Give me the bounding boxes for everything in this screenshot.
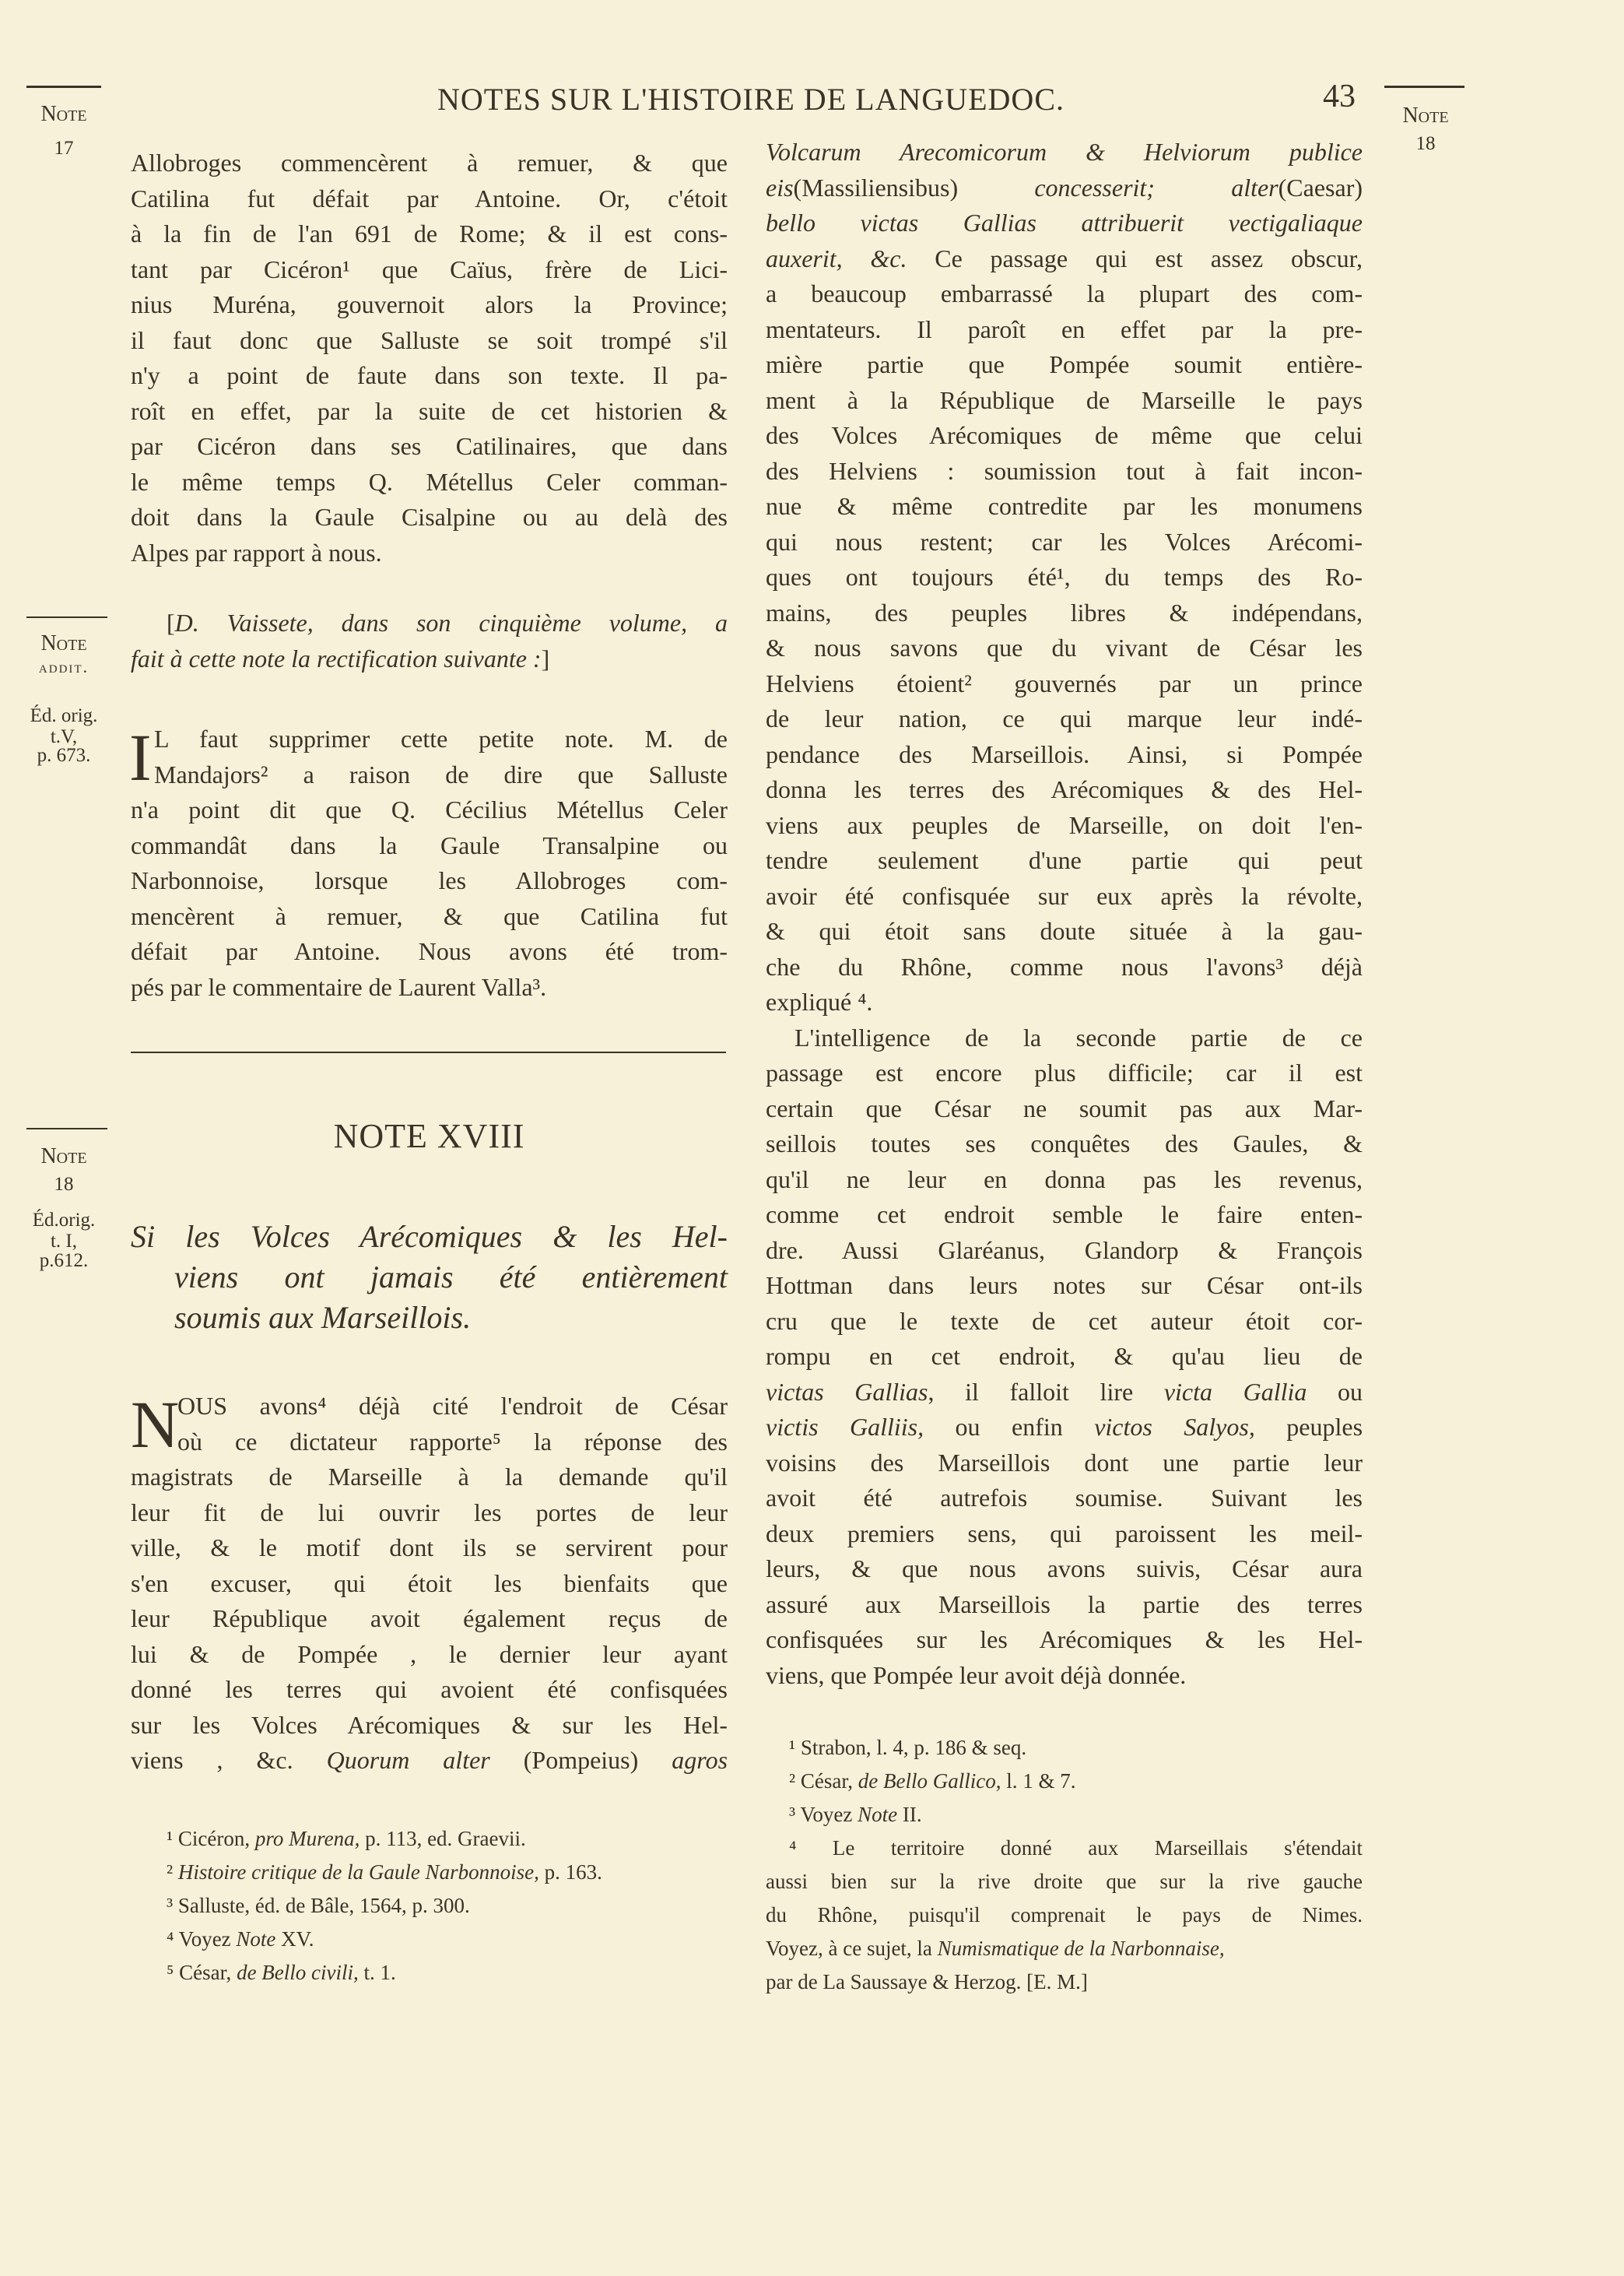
text: confisquées sur les Arécomiques & les Hel-: [766, 1625, 1363, 1653]
text: aussi bien sur la rive droite que sur la rive gauche: [766, 1870, 1363, 1893]
text: qui nous restent; car les Volces Arécomi-: [766, 527, 1363, 556]
text-line: [131, 1257, 728, 1298]
text: où ce dictateur rapporte⁵ la réponse des: [177, 1427, 728, 1456]
text: ]: [541, 644, 550, 673]
text-line: [766, 1965, 1363, 1999]
left-footnotes: [167, 1822, 727, 1990]
text: Voyez, à ce sujet, la: [766, 1937, 938, 1960]
text-line: [766, 312, 1363, 348]
text-line: [131, 899, 728, 935]
text-line: [766, 1339, 1363, 1375]
editor-bracket-note: [131, 606, 728, 676]
text-line: [766, 1898, 1363, 1932]
text: deux premiers sens, qui paroissent les meil-: [766, 1519, 1363, 1547]
text-line: [131, 722, 728, 757]
text: Catilina fut défait par Antoine. Or, c'étoit: [131, 184, 728, 212]
text-line: [766, 1410, 1363, 1445]
text: XV.: [275, 1927, 314, 1951]
italic-text: Note: [858, 1803, 898, 1826]
text: défait par Antoine. Nous avons été trom-: [131, 937, 728, 965]
text: assuré aux Marseillois la partie des terres: [766, 1589, 1363, 1618]
italic-text: victas Gallias: [766, 1377, 928, 1406]
text-line: [766, 1731, 1363, 1765]
text-line: [766, 1551, 1363, 1587]
text: & nous savons que du vivant de César les: [766, 634, 1363, 662]
text: ou enfin: [924, 1413, 1095, 1441]
text-line: [766, 737, 1363, 773]
text: a beaucoup embarrassé la plupart des com-: [766, 279, 1363, 307]
text-line: [766, 666, 1363, 702]
text-line: [766, 1832, 1363, 1865]
text-line: [131, 323, 728, 359]
text: L faut supprimer cette petite note. M. de: [154, 725, 728, 753]
text: roît en effet, par la suite de cet historien &: [131, 396, 728, 425]
text-line: [131, 1424, 728, 1460]
text-line: [131, 757, 728, 793]
section-divider: [131, 1052, 726, 1053]
margin-page: p. 673.: [37, 745, 91, 766]
text-line: [766, 1020, 1363, 1056]
margin-rule: [1384, 86, 1464, 88]
text: s'en excuser, qui étoit les bienfaits que: [131, 1568, 728, 1597]
text: mains, des peuples libres & indépendans,: [766, 598, 1363, 627]
text-line: [766, 418, 1363, 454]
margin-edition: Éd.orig.: [32, 1210, 96, 1231]
text: (Pompeius): [489, 1746, 672, 1774]
text-line: [766, 1091, 1363, 1127]
text-line: [131, 934, 728, 970]
text-line: [766, 383, 1363, 419]
italic-text: Volcarum Arecomicorum & Helviorum publice: [766, 138, 1363, 166]
text-line: [766, 1268, 1363, 1304]
margin-rule: [26, 86, 101, 88]
text-line: [766, 914, 1363, 950]
margin-note-addit: addit.: [38, 657, 89, 676]
right-column-text: [766, 135, 1363, 1693]
text: par de La Saussaye & Herzog. [E. M.]: [766, 1970, 1088, 1993]
italic-text: Si les Volces Arécomiques & les Hel-: [131, 1219, 728, 1254]
text-line: [766, 843, 1363, 879]
text: mière partie que Pompée soumit entière-: [766, 350, 1363, 378]
text-line: [766, 1516, 1363, 1552]
text-line: [766, 347, 1363, 383]
text: Allobroges commencèrent à remuer, & que: [131, 149, 728, 177]
note-title: [131, 1217, 728, 1338]
text-line: [131, 1459, 728, 1495]
text: magistrats de Marseille à la demande qu'il: [131, 1463, 728, 1491]
text-line: [766, 1765, 1363, 1798]
text-line: [766, 808, 1363, 844]
text: II.: [897, 1803, 922, 1826]
text-line: [766, 525, 1363, 560]
running-header: NOTES SUR L'HISTOIRE DE LANGUEDOC.: [437, 82, 1065, 117]
margin-edition: Éd. orig.: [30, 705, 98, 726]
text: qu'il ne leur en donna pas les revenus,: [766, 1164, 1363, 1193]
text: doit dans la Gaule Cisalpine ou au delà des: [131, 503, 728, 531]
text: commandât dans la Gaule Transalpine ou: [131, 831, 728, 859]
text-line: [766, 630, 1363, 666]
margin-volume: t.V,: [50, 726, 78, 747]
text: donna les terres des Arécomiques & des Hel-: [766, 775, 1363, 803]
italic-text: Numismatique de la Narbonnaise,: [937, 1937, 1225, 1960]
text: peuples: [1254, 1413, 1363, 1441]
italic-text: bello victas Gallias attribuerit vectigaliaque: [766, 209, 1363, 237]
text-line: [766, 276, 1363, 312]
text-line: [766, 701, 1363, 737]
text: de leur nation, ce qui marque leur indé-: [766, 704, 1363, 732]
text: t. 1.: [358, 1961, 396, 1984]
text: viens , &c.: [131, 1746, 327, 1774]
text: seillois toutes ses conquêtes des Gaules, &: [766, 1129, 1363, 1157]
text-line: [766, 170, 1363, 206]
text: leur fit de lui ouvrir les portes de leur: [131, 1498, 728, 1526]
italic-text: eis: [766, 173, 794, 202]
italic-text: de Bello civili,: [237, 1961, 359, 1984]
text-line: [131, 863, 728, 899]
text: lui & de Pompée , le dernier leur ayant: [131, 1639, 728, 1668]
italic-text: agros: [672, 1746, 728, 1774]
text: ²: [167, 1860, 178, 1884]
page-number: 43: [1323, 79, 1356, 114]
text: avoir été confisquée sur eux après la révolte,: [766, 881, 1363, 910]
text-line: [766, 1658, 1363, 1694]
text-line: [131, 536, 728, 571]
italic-text: auxerit, &c.: [766, 244, 907, 272]
text: (Massiliensibus): [793, 173, 1035, 202]
text-line: [131, 970, 728, 1006]
text: ³ Salluste, éd. de Bâle, 1564, p. 300.: [167, 1894, 470, 1917]
text: ⁴ Le territoire donné aux Marseillais s'étendait: [789, 1836, 1363, 1860]
text-line: [766, 595, 1363, 631]
text: certain que César ne soumit pas aux Mar-: [766, 1094, 1363, 1122]
text-line: [766, 1865, 1363, 1898]
italic-text: soumis aux Marseillois.: [174, 1300, 472, 1335]
text: L'intelligence de la seconde partie de ce: [794, 1023, 1363, 1052]
text: leurs, & que nous avons suivis, César aura: [766, 1554, 1363, 1582]
text: rompu en cet endroit, & qu'au lieu de: [766, 1342, 1363, 1370]
margin-page: p.612.: [39, 1250, 89, 1271]
addition-paragraph: [131, 722, 728, 1005]
italic-text: pro Murena,: [254, 1827, 360, 1850]
text-line: [131, 1601, 728, 1637]
text: p. 163.: [538, 1860, 602, 1884]
text-line: [167, 1956, 727, 1990]
margin-rule: [26, 616, 107, 618]
margin-note-number: 18: [54, 1174, 74, 1195]
text: ou: [1307, 1377, 1363, 1406]
text-line: [766, 205, 1363, 241]
text-line: [167, 1923, 727, 1956]
text: ⁴ Voyez: [167, 1927, 237, 1951]
text: à la fin de l'an 691 de Rome; & il est cons-: [131, 220, 728, 248]
text-line: [131, 641, 728, 677]
drop-cap: N: [131, 1387, 180, 1462]
text: avoit été autrefois soumise. Suivant les: [766, 1484, 1363, 1512]
text: ¹ Strabon, l. 4, p. 186 & seq.: [789, 1736, 1027, 1759]
text-line: [131, 1637, 728, 1673]
text: ment à la République de Marseille le pays: [766, 385, 1363, 414]
text: n'a point dit que Q. Cécilius Métellus Celer: [131, 796, 728, 824]
italic-text: D. Vaissete, dans son cinquième volume, a: [174, 609, 728, 637]
text: ville, & le motif dont ils se servirent pour: [131, 1533, 728, 1561]
text-line: [131, 1530, 728, 1566]
margin-note-label: Note: [1402, 104, 1449, 128]
text: tant par Cicéron¹ que Caïus, frère de Lici-: [131, 255, 728, 283]
italic-text: Quorum alter: [326, 1746, 490, 1774]
text: p. 113, ed. Graevii.: [360, 1827, 526, 1850]
text: par Cicéron dans ses Catilinaires, que dans: [131, 432, 728, 460]
margin-note-label: Note: [40, 1144, 87, 1168]
text: Narbonnoise, lorsque les Allobroges com-: [131, 866, 728, 894]
text-line: [766, 1197, 1363, 1233]
text: Alpes par rapport à nous.: [131, 538, 382, 567]
text-line: [766, 560, 1363, 595]
text-line: [131, 216, 728, 252]
text-line: [131, 252, 728, 288]
text-line: [131, 358, 728, 394]
italic-text: victis Galliis,: [766, 1413, 924, 1441]
text-line: [766, 1798, 1363, 1832]
text: sur les Volces Arécomiques & sur les Hel-: [131, 1710, 728, 1739]
italic-text: de Bello Gallico,: [858, 1769, 1001, 1793]
text: expliqué ⁴.: [766, 988, 873, 1016]
text-line: [131, 1672, 728, 1708]
text: Helviens étoient² gouvernés par un prince: [766, 669, 1363, 697]
italic-text: viens ont jamais été entièrement: [174, 1259, 728, 1294]
text-line: [766, 1932, 1363, 1965]
text-line: [131, 146, 728, 181]
text: cru que le texte de cet auteur étoit cor-: [766, 1306, 1363, 1335]
note-heading: NOTE XVIII: [333, 1117, 525, 1155]
text: il faut donc que Salluste se soit trompé s'il: [131, 325, 728, 354]
text: l. 1 & 7.: [1001, 1769, 1076, 1793]
text-line: [131, 1566, 728, 1602]
text-line: [131, 606, 728, 641]
text: ² César,: [789, 1769, 858, 1793]
text: voisins des Marseillois dont une partie leur: [766, 1448, 1363, 1477]
margin-volume: t. I,: [50, 1231, 78, 1252]
text-line: [766, 1304, 1363, 1340]
text-line: [131, 792, 728, 828]
text-line: [766, 1233, 1363, 1269]
italic-text: Histoire critique de la Gaule Narbonnoise,: [177, 1860, 539, 1884]
text-line: [766, 241, 1363, 277]
text: le même temps Q. Métellus Celer comman-: [131, 467, 728, 496]
text: nius Muréna, gouvernoit alors la Province;: [131, 290, 728, 318]
text: n'y a point de faute dans son texte. Il pa-: [131, 361, 728, 389]
text-line: [131, 500, 728, 536]
text-line: [131, 1708, 728, 1744]
italic-text: Note: [236, 1927, 276, 1951]
text: Hottman dans leurs notes sur César ont-ils: [766, 1271, 1363, 1299]
text: Mandajors² a raison de dire que Salluste: [154, 760, 728, 789]
text: mentateurs. Il paroît en effet par la pre-: [766, 314, 1363, 343]
text: pendance des Marseillois. Ainsi, si Pompée: [766, 739, 1363, 768]
text-line: [131, 394, 728, 430]
text: che du Rhône, comme nous l'avons³ déjà: [766, 952, 1363, 981]
text: des Volces Arécomiques de même que celui: [766, 421, 1363, 449]
text-line: [766, 1162, 1363, 1198]
text-line: [766, 489, 1363, 525]
text: pés par le commentaire de Laurent Valla³.: [131, 972, 547, 1001]
text: comme cet endroit semble le faire enten-: [766, 1200, 1363, 1228]
margin-note-number: 18: [1415, 133, 1436, 154]
text: [: [167, 609, 175, 637]
text: nue & même contredite par les monumens: [766, 492, 1363, 520]
text: ⁵ César,: [167, 1961, 237, 1984]
text: , il falloit lire: [928, 1377, 1164, 1406]
text: tendre seulement d'une partie qui peut: [766, 846, 1363, 874]
italic-text: victa Gallia: [1163, 1377, 1307, 1406]
text: ques ont toujours été¹, du temps des Ro-: [766, 563, 1363, 591]
text-line: [766, 1445, 1363, 1481]
text: dre. Aussi Glaréanus, Glandorp & François: [766, 1235, 1363, 1264]
text-line: [766, 454, 1363, 490]
text: passage est encore plus difficile; car il est: [766, 1059, 1363, 1087]
text-line: [167, 1856, 727, 1889]
margin-note-label: Note: [40, 631, 87, 655]
text-line: [131, 1495, 728, 1531]
margin-rule: [26, 1128, 107, 1129]
text-line: [131, 828, 728, 864]
text: des Helviens : soumission tout à fait incon-: [766, 456, 1363, 485]
text-line: [131, 287, 728, 323]
text-line: [131, 1217, 728, 1257]
text: (Caesar): [1278, 173, 1363, 202]
text-line: [766, 1126, 1363, 1162]
italic-text: concesserit; alter: [1034, 173, 1279, 202]
text-line: [131, 465, 728, 501]
italic-text: fait à cette note la rectification suivante :: [131, 644, 542, 673]
left-paragraph-note17: [131, 146, 728, 571]
text: Ce passage qui est assez obscur,: [907, 244, 1363, 272]
text-line: [766, 1622, 1363, 1658]
text: viens, que Pompée leur avoit déjà donnée.: [766, 1660, 1187, 1689]
text-line: [131, 1743, 728, 1779]
text: & qui étoit sans doute située à la gau-: [766, 917, 1363, 945]
text: donné les terres qui avoient été confisquées: [131, 1675, 728, 1703]
text-line: [167, 1822, 727, 1856]
margin-note-label: Note: [40, 102, 87, 126]
text: mencèrent à remuer, & que Catilina fut: [131, 901, 728, 930]
text-line: [766, 985, 1363, 1020]
text: ³ Voyez: [789, 1803, 858, 1826]
text: ¹ Cicéron,: [167, 1827, 255, 1850]
note18-paragraph: [131, 1389, 728, 1779]
text-line: [766, 135, 1363, 170]
text-line: [766, 1055, 1363, 1091]
text: viens aux peuples de Marseille, on doit l'en-: [766, 810, 1363, 839]
text-line: [766, 1587, 1363, 1623]
text-line: [766, 1375, 1363, 1410]
text-line: [766, 1480, 1363, 1516]
text: leur République avoit également reçus de: [131, 1604, 728, 1632]
italic-text: victos Salyos,: [1094, 1413, 1255, 1441]
drop-cap: I: [129, 720, 152, 795]
text: OUS avons⁴ déjà cité l'endroit de César: [177, 1392, 728, 1420]
margin-note-number: 17: [54, 138, 74, 159]
text-line: [131, 181, 728, 217]
text-line: [131, 429, 728, 465]
text-line: [167, 1889, 727, 1923]
text-line: [131, 1389, 728, 1424]
text-line: [766, 879, 1363, 915]
text: du Rhône, puisqu'il comprenait le pays de Nimes.: [766, 1903, 1363, 1927]
right-footnotes: [766, 1731, 1363, 1999]
text-line: [766, 950, 1363, 985]
text-line: [766, 772, 1363, 808]
text-line: [131, 1298, 728, 1338]
